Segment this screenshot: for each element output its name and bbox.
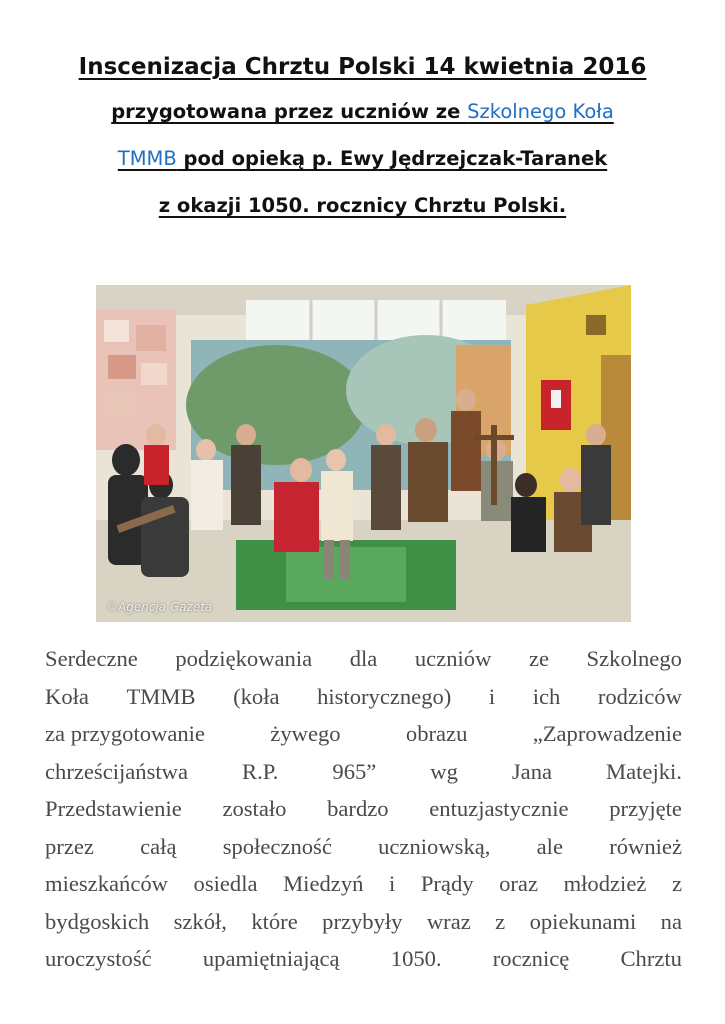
paragraph-word: które: [251, 908, 298, 934]
paragraph-word: całą: [140, 833, 177, 859]
paragraph-word: Przedstawienie: [45, 796, 182, 821]
paragraph-word: ale: [536, 833, 563, 859]
heading-line-2: [30, 88, 695, 135]
paragraph-word: R.P.: [242, 758, 279, 784]
paragraph-line: [45, 678, 682, 716]
paragraph-word: i: [488, 683, 496, 709]
paragraph-word: wg: [430, 758, 458, 784]
paragraph-line: [45, 790, 682, 828]
paragraph-word: TMMB: [126, 683, 196, 709]
heading-line-3: [30, 135, 695, 182]
paragraph-word: bydgoskich: [45, 908, 150, 934]
heading-line-1: Inscenizacja Chrztu Polski 14 kwietnia 2016: [78, 54, 647, 80]
paragraph-word: „Zaprowadzenie: [532, 721, 682, 746]
paragraph-line: [45, 828, 682, 866]
paragraph-word: i: [388, 871, 396, 896]
paragraph-word: za przygotowanie: [45, 721, 205, 746]
paragraph-word: 1050.: [390, 946, 442, 971]
paragraph-word: młodzież: [563, 871, 647, 896]
heading-line-4: z okazji 1050. rocznicy Chrztu Polski.: [158, 194, 567, 217]
paragraph-word: również: [609, 833, 682, 859]
paragraph-word: Miedzyń: [283, 871, 364, 896]
paragraph-word: podziękowania: [175, 646, 313, 671]
paragraph-word: szkół,: [173, 908, 227, 934]
body-paragraph: [45, 640, 682, 978]
paragraph-word: Szkolnego: [586, 646, 682, 671]
paragraph-word: bardzo: [327, 796, 389, 821]
document-heading: [30, 46, 695, 229]
paragraph-word: 965”: [332, 758, 377, 784]
heading-line-2-text: przygotowana przez uczniów ze: [111, 100, 468, 123]
event-photo: [96, 285, 631, 622]
paragraph-line: [45, 640, 682, 678]
photo-watermark: ©Agencja Gazeta: [106, 600, 213, 614]
tmmb-link[interactable]: TMMB: [117, 147, 177, 170]
paragraph-word: historycznego): [317, 683, 452, 709]
paragraph-line: [45, 715, 682, 753]
paragraph-word: opiekunami: [529, 908, 637, 934]
paragraph-line: [45, 903, 682, 941]
paragraph-word: ich: [532, 683, 561, 709]
paragraph-word: ze: [528, 646, 549, 671]
paragraph-word: chrześcijaństwa: [45, 758, 189, 784]
paragraph-word: oraz: [499, 871, 538, 896]
paragraph-word: żywego: [270, 721, 341, 746]
paragraph-word: osiedla: [193, 871, 258, 896]
paragraph-word: Serdeczne: [45, 646, 138, 671]
paragraph-word: mieszkańców: [45, 871, 168, 896]
paragraph-word: wraz: [426, 908, 471, 934]
paragraph-word: dla: [349, 646, 378, 671]
paragraph-word: uroczystość: [45, 946, 152, 971]
paragraph-word: obrazu: [405, 721, 468, 746]
paragraph-word: entuzjastycznie: [429, 796, 569, 821]
paragraph-word: przez: [45, 833, 94, 859]
paragraph-word: rocznicę: [492, 946, 570, 971]
paragraph-word: Matejki.: [606, 758, 682, 784]
paragraph-word: społeczność: [222, 833, 332, 859]
paragraph-word: na: [660, 908, 682, 934]
paragraph-word: przyjęte: [609, 796, 682, 821]
paragraph-word: Koła: [45, 683, 89, 709]
paragraph-word: Jana: [511, 758, 553, 784]
paragraph-word: upamiętniającą: [202, 946, 340, 971]
paragraph-line: [45, 865, 682, 903]
paragraph-word: uczniowską,: [378, 833, 491, 859]
paragraph-line: [45, 940, 682, 978]
paragraph-word: przybyły: [322, 908, 403, 934]
paragraph-word: Chrztu: [620, 946, 682, 971]
paragraph-word: Prądy: [420, 871, 474, 896]
group-photo-illustration: [96, 285, 631, 622]
paragraph-word: zostało: [222, 796, 287, 821]
paragraph-word: z: [671, 871, 682, 896]
paragraph-word: uczniów: [414, 646, 492, 671]
paragraph-word: (koła: [233, 683, 280, 709]
school-club-link[interactable]: Szkolnego Koła: [467, 100, 614, 123]
paragraph-word: z: [495, 908, 506, 934]
paragraph-line: [45, 753, 682, 791]
heading-line-3-text: pod opieką p. Ewy Jędrzejczak-Taranek: [176, 147, 608, 170]
paragraph-word: rodziców: [597, 683, 682, 709]
